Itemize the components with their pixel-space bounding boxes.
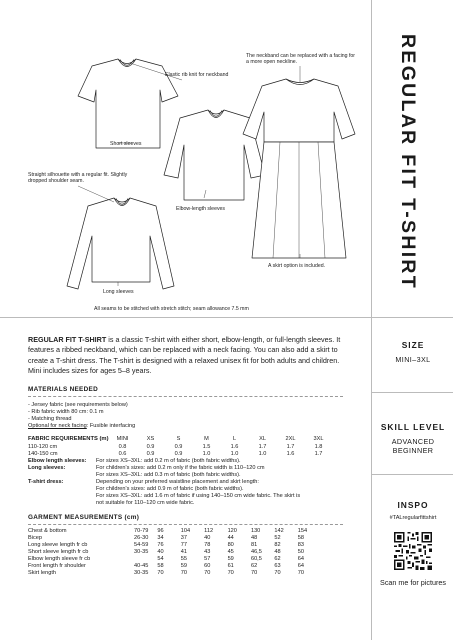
fabric-requirements-table (28, 436, 333, 458)
measurement-cell: 58 (297, 534, 304, 541)
fabric-cell: 1.0 (258, 450, 267, 457)
fabric-note-line: For children's sizes: add 0.2 m only if the fabric width is 110–120 cm (96, 464, 265, 471)
materials-list (28, 402, 343, 430)
measurement-cell (134, 556, 157, 563)
intro-paragraph (28, 335, 343, 376)
measurement-label: Short sleeve length fr cb (28, 549, 89, 556)
note-short-sleeves: Short sleeves (110, 141, 142, 147)
measurement-cell: 70 (250, 570, 258, 577)
fabric-note-line: For sizes XS–3XL: add 0.3 m of fabric (both fabric widths). (96, 471, 241, 478)
measurement-cell: 142 (274, 527, 284, 534)
measurement-cell: 62 (274, 556, 281, 563)
measurement-cell: 76 (157, 541, 164, 548)
measurement-cell: 77 (180, 541, 188, 548)
measurement-cell: 26-30 (134, 534, 149, 541)
note-elastic-rib: Elastic rib knit for neckband (165, 72, 229, 78)
measurement-cell: 70-79 (134, 527, 149, 534)
measurement-cell: 80 (227, 541, 234, 548)
measurement-cell: 40-45 (134, 563, 149, 570)
measurement-row (28, 535, 321, 542)
measurement-cell: 61 (227, 563, 234, 570)
measurement-cell: 112 (204, 527, 214, 534)
fabric-note-line: Depending on your preferred waistline placement and skirt length: (96, 478, 259, 485)
material-item: - Rib fabric width 80 cm: 0.1 m (28, 409, 104, 416)
illustration-area (0, 0, 371, 318)
measurement-cell: 48 (274, 549, 281, 556)
fabric-note (28, 465, 343, 479)
fabric-note-text (96, 465, 343, 479)
intro-text: is a classic T-shirt with either short, elbow-length, or full-length sleeves. It features a ribbed neckband, which can be replaced with a neck facing. You can also add a skirt to create a T-shirt dress. The T-shirt is designed with a relaxed unisex fit for both adults and children. Mini includes sizes for ages 5–8 years. (28, 335, 341, 375)
fabric-cell: 0.6 (118, 450, 127, 457)
size-header: L (232, 436, 237, 443)
measurement-cell: 70 (274, 570, 281, 577)
fabric-cell: 1.0 (230, 450, 239, 457)
note-elbow-sleeves: Elbow-length sleeves (176, 206, 226, 212)
measurement-cell: 96 (157, 527, 164, 534)
size-header: 2XL (285, 436, 296, 443)
measurement-label: Long sleeve length fr cb (28, 541, 88, 548)
divider (372, 392, 453, 393)
measurement-cell: 82 (274, 541, 281, 548)
measurement-cell: 130 (250, 527, 261, 534)
measurement-cell: 57 (204, 556, 211, 563)
size-header: S (176, 436, 181, 443)
measurement-cell: 62 (250, 563, 258, 570)
fabric-row-label: 110-120 cm (28, 443, 58, 450)
size-value: MINI–3XL (395, 355, 431, 364)
inspo-block (372, 500, 453, 521)
fabric-note-line: not suitable for 110–120 cm wide fabric. (96, 499, 195, 506)
materials-heading: MATERIALS NEEDED (28, 386, 343, 397)
note-neckband: The neckband can be replaced with a facing for a more open neckline. (246, 53, 356, 66)
measurements-table (28, 528, 321, 578)
measurement-cell: 63 (274, 563, 281, 570)
measurement-cell: 59 (180, 563, 188, 570)
measurement-cell: 45 (227, 549, 234, 556)
fabric-row (28, 451, 333, 458)
qr-code-icon[interactable] (394, 532, 432, 570)
measurement-cell: 48 (250, 534, 258, 541)
fabric-cell: 0.8 (118, 443, 127, 450)
divider (372, 474, 453, 475)
size-header: XL (259, 436, 266, 443)
measurement-cell: 60 (204, 563, 211, 570)
optional-label: Optional for neck facing (28, 423, 87, 430)
measurement-cell: 46,5 (250, 549, 262, 556)
fabric-note (28, 479, 343, 507)
measurement-cell: 52 (274, 534, 281, 541)
measurement-cell: 70 (204, 570, 211, 577)
fabric-cell: 1.5 (202, 443, 211, 450)
measurement-cell: 70 (297, 570, 304, 577)
material-item: - Matching thread (28, 416, 72, 423)
scan-label: Scan me for pictures (380, 578, 446, 587)
measurement-label: Skirt length (28, 570, 56, 577)
measurement-cell: 120 (227, 527, 237, 534)
measurement-cell: 60,5 (250, 556, 262, 563)
material-optional (28, 423, 343, 430)
measurement-cell: 54 (157, 556, 164, 563)
fabric-cell: 0.9 (146, 450, 155, 457)
measurement-label: Chest & bottom (28, 527, 67, 534)
measurement-cell: 41 (180, 549, 188, 556)
short-sleeve-tee-drawing (78, 59, 178, 148)
fabric-note (28, 458, 343, 465)
fabric-cell: 1.8 (314, 443, 323, 450)
measurement-row (28, 549, 321, 556)
side-info-column (371, 318, 453, 640)
measurement-cell: 70 (227, 570, 234, 577)
measurement-cell: 55 (180, 556, 188, 563)
measurement-cell: 50 (297, 549, 304, 556)
measurement-cell: 40 (204, 534, 211, 541)
fabric-cell: 0.9 (146, 443, 155, 450)
fabric-cell: 1.6 (230, 443, 239, 450)
size-header: XS (146, 436, 155, 443)
measurement-row (28, 542, 321, 549)
measurement-cell: 78 (204, 541, 211, 548)
measurement-cell: 30-35 (134, 549, 149, 556)
measurement-cell: 64 (297, 556, 304, 563)
fabric-cell: 1.0 (202, 450, 211, 457)
fabric-note-line: For sizes XS–3XL: add 1.6 m of fabric if using 140–150 cm wide fabric. The skirt is (96, 492, 301, 499)
fabric-cell: 1.6 (286, 450, 295, 457)
measurement-cell: 37 (180, 534, 188, 541)
size-header: 3XL (313, 436, 324, 443)
skill-block (372, 422, 453, 455)
measurement-row (28, 528, 321, 535)
size-header: M (204, 436, 209, 443)
fabric-note-line: For children's sizes: add 0.9 m of fabric (both fabric widths). (96, 485, 244, 492)
long-sleeve-tee-drawing (67, 198, 174, 289)
intro-bold: REGULAR FIT T-SHIRT (28, 335, 107, 344)
size-header: MINI (116, 436, 129, 443)
fabric-note-key: Elbow length sleeves: (28, 457, 87, 464)
size-heading: SIZE (401, 340, 425, 350)
main-content (0, 318, 371, 640)
measurement-cell: 40 (157, 549, 164, 556)
inspo-hashtag: #TALregularfittshirt (389, 515, 437, 521)
fabric-cell: 1.7 (314, 450, 323, 457)
fabric-cell: 0.9 (174, 443, 183, 450)
note-long-sleeves: Long sleeves (103, 289, 134, 295)
size-block (372, 340, 453, 364)
fabric-note-key: T-shirt dress: (28, 478, 64, 485)
garment-illustrations (0, 0, 371, 318)
skill-heading: SKILL LEVEL (380, 422, 446, 432)
title-strip (371, 0, 453, 318)
measurement-cell: 44 (227, 534, 234, 541)
note-straight-silhouette: Straight silhouette with a regular fit. Slightly dropped shoulder seam. (28, 172, 128, 185)
measurement-cell: 83 (297, 541, 304, 548)
measurements-heading: GARMENT MEASUREMENTS (cm) (28, 514, 343, 525)
fabric-header-row (28, 436, 333, 444)
fabric-note-line: For sizes XS–3XL: add 0.2 m of fabric (both fabric widths). (96, 457, 241, 464)
measurement-cell: 70 (157, 570, 164, 577)
inspo-heading: INSPO (397, 500, 429, 510)
note-skirt-option: A skirt option is included. (268, 263, 326, 269)
measurement-label: Elbow length sleeve fr cb (28, 556, 91, 563)
measurement-cell: 81 (250, 541, 258, 548)
measurement-row (28, 563, 321, 570)
measurement-cell: 59 (227, 556, 234, 563)
measurement-cell: 58 (157, 563, 164, 570)
material-item: - Jersey fabric (see requirements below) (28, 402, 128, 409)
measurement-label: Front length fr shoulder (28, 563, 86, 570)
measurement-row (28, 556, 321, 563)
fabric-cell: 1.7 (286, 443, 295, 450)
fabric-note-key: Long sleeves: (28, 464, 66, 471)
fabric-heading: FABRIC REQUIREMENTS (m) (28, 436, 109, 443)
fabric-cell: 0.9 (174, 450, 183, 457)
measurement-cell: 64 (297, 563, 304, 570)
fabric-note-text (96, 479, 343, 507)
measurement-cell: 154 (297, 527, 308, 534)
page-title: REGULAR FIT T-SHIRT (397, 34, 419, 291)
measurement-row (28, 570, 321, 577)
fabric-note-text (96, 458, 343, 465)
optional-text: : Fusible interfacing (86, 423, 136, 430)
measurement-cell: 34 (157, 534, 164, 541)
measurement-cell: 30-35 (134, 570, 149, 577)
fabric-cell: 1.7 (258, 443, 267, 450)
measurement-cell: 43 (204, 549, 211, 556)
fabric-row-label: 140-150 cm (28, 450, 58, 457)
fabric-row (28, 444, 333, 451)
measurement-cell: 70 (180, 570, 188, 577)
measurement-label: Bicep (28, 534, 42, 541)
skill-value: ADVANCED BEGINNER (391, 437, 435, 455)
measurement-cell: 54-59 (134, 541, 149, 548)
note-seam-allowance: All seams to be stitched with stretch stitch; seam allowance 7.5 mm (94, 306, 249, 312)
measurement-cell: 104 (180, 527, 191, 534)
fabric-notes (28, 458, 343, 507)
